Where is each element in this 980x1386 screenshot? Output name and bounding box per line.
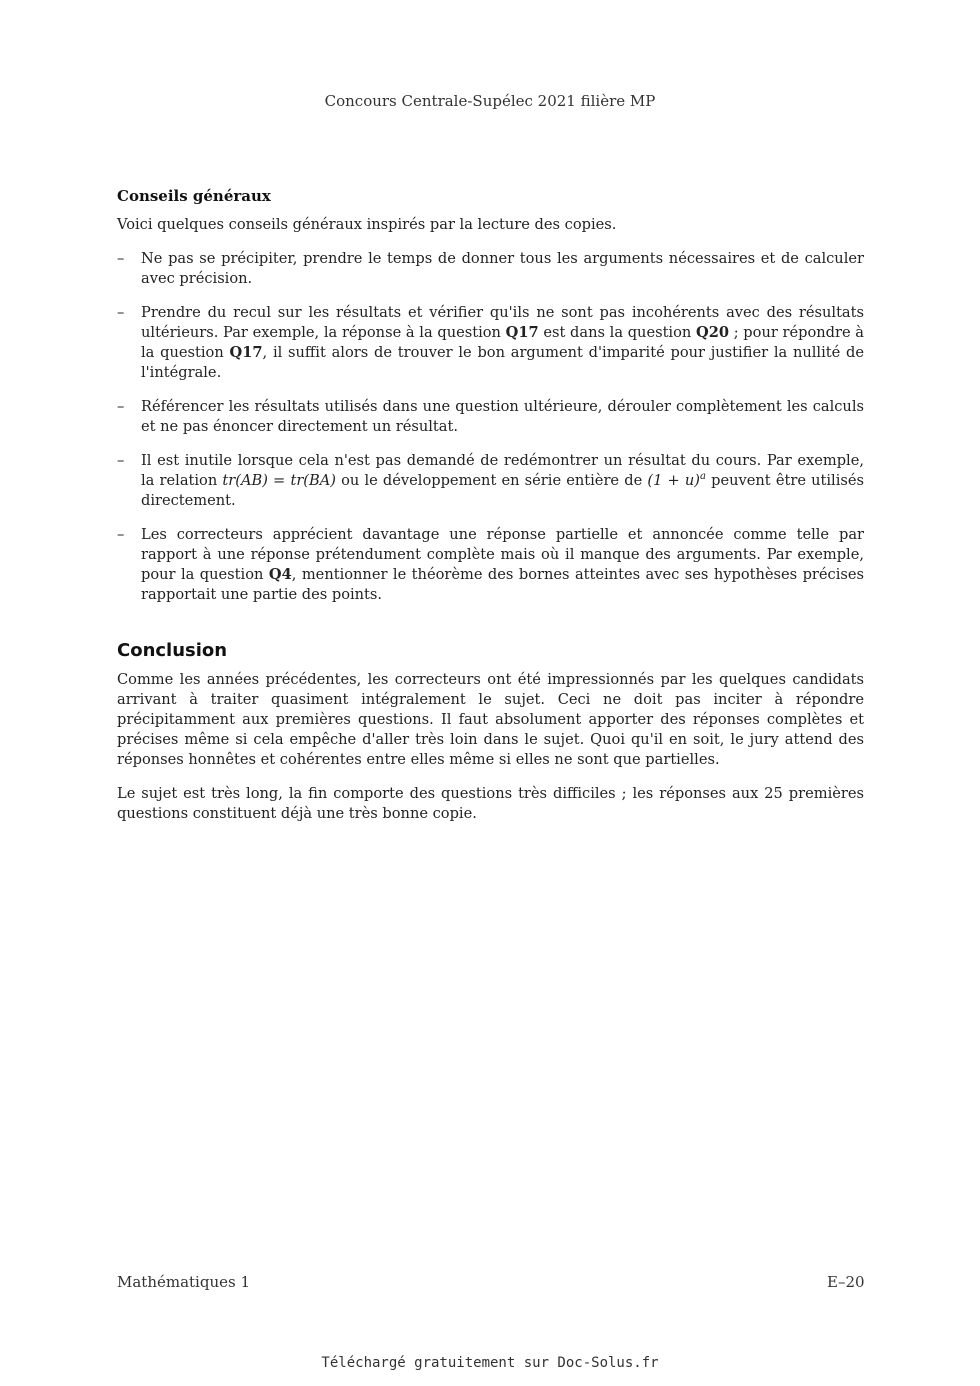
- advice-item: [117, 303, 864, 383]
- advice-text: Prendre du recul sur les résultats et vérifier qu'ils ne sont pas incohérents avec des résultats ultérieurs. Par exemple, la réponse à la question: [141, 304, 864, 341]
- conclusion-title: Conclusion: [117, 640, 228, 661]
- advice-text: , il suffit alors de trouver le bon argument d'imparité pour justifier la nullité de l'intégrale.: [141, 344, 865, 381]
- advice-text: ; pour répondre à la question: [141, 324, 864, 361]
- question-ref: Q4: [268, 566, 292, 583]
- advice-text: , mentionner le théorème des bornes atteintes avec ses hypothèses précises rapportait une partie des points.: [141, 566, 865, 603]
- footer-page-number: E–20: [827, 1273, 865, 1291]
- math-formula: tr(AB) = tr(BA): [222, 472, 336, 489]
- list-dash: –: [117, 304, 125, 321]
- advice-text: Référencer les résultats utilisés dans une question ultérieure, dérouler complètement les calculs et ne pas énoncer directement un résultat.: [141, 398, 864, 435]
- conclusion-paragraph: Comme les années précédentes, les correcteurs ont été impressionnés par les quelques candidats arrivant à traiter quasiment intégralement le sujet. Ceci ne doit pas inciter à répondre précipitamment aux premières questions. Il faut absolument apporter des réponses complètes et précises même si cela empêche d'aller très loin dans le sujet. Quoi qu'il en soit, le jury attend des réponses honnêtes et cohérentes entre elles même si elles ne sont que partielles.: [117, 671, 864, 768]
- advice-text: Les correcteurs apprécient davantage une réponse partielle et annoncée comme telle par rapport à une réponse prétendument complète mais où il manque des arguments. Par exemple, pour la question: [141, 526, 864, 583]
- advice-text: Il est inutile lorsque cela n'est pas demandé de redémontrer un résultat du cours. Par exemple, la relation: [141, 452, 864, 489]
- download-watermark: Téléchargé gratuitement sur Doc-Solus.fr: [321, 1355, 659, 1371]
- conseils-title: Conseils généraux: [117, 187, 271, 205]
- advice-list: [117, 249, 864, 605]
- list-dash: –: [117, 398, 125, 415]
- question-ref: Q17: [505, 324, 539, 341]
- advice-text: Ne pas se précipiter, prendre le temps de donner tous les arguments nécessaires et de calculer avec précision.: [141, 250, 864, 287]
- advice-item: [117, 249, 864, 289]
- footer-subject: Mathématiques 1: [117, 1273, 251, 1291]
- question-ref: Q20: [695, 324, 730, 341]
- conseils-intro: Voici quelques conseils généraux inspirés par la lecture des copies.: [117, 216, 617, 233]
- advice-text: est dans la question: [538, 324, 696, 341]
- conclusion-paragraph: Le sujet est très long, la fin comporte des questions très difficiles ; les réponses aux 25 premières questions constituent déjà une très bonne copie.: [117, 785, 864, 822]
- list-dash: –: [117, 452, 125, 469]
- advice-item: [117, 397, 864, 437]
- advice-item: [117, 525, 864, 605]
- math-formula: (1 + u): [647, 472, 701, 489]
- list-dash: –: [117, 250, 125, 267]
- advice-text: ou le développement en série entière de: [335, 472, 648, 489]
- math-exponent: a: [700, 471, 706, 483]
- advice-item: [117, 451, 864, 511]
- page-content: [117, 186, 864, 838]
- list-dash: –: [117, 526, 125, 543]
- question-ref: Q17: [229, 344, 263, 361]
- page-header: Concours Centrale-Supélec 2021 filière MP: [324, 92, 656, 110]
- advice-text: peuvent être utilisés directement.: [141, 472, 864, 509]
